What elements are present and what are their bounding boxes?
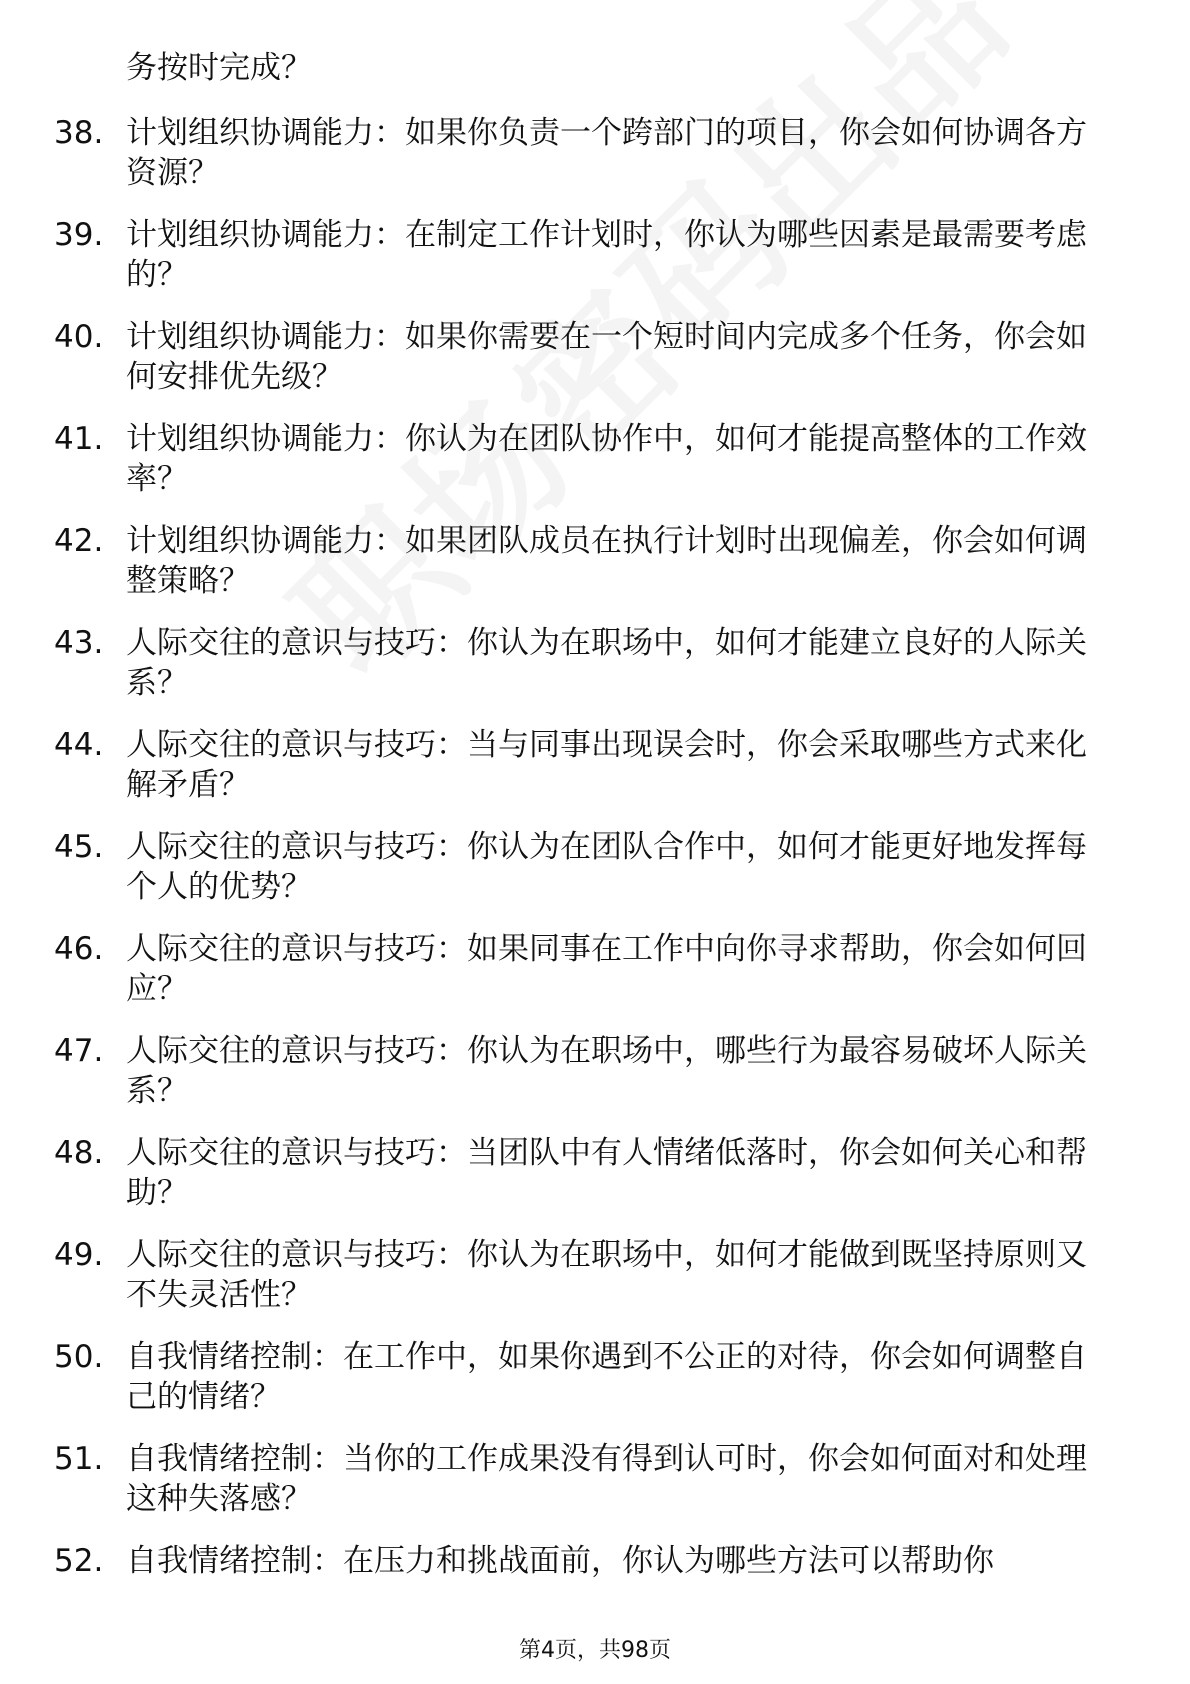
question-text: 人际交往的意识与技巧：你认为在职场中，如何才能做到既坚持原则又不失灵活性？ [126,1237,1087,1313]
list-item [0,317,1190,397]
list-item [0,827,1190,907]
question-number: 49. [54,1237,104,1273]
question-number: 45. [54,829,104,865]
question-number: 41. [54,421,104,457]
question-number: 50. [54,1339,104,1375]
question-number: 48. [54,1135,104,1171]
page-footer: 第4页，共98页 [519,1638,671,1663]
continued-question-text: 务按时完成？ [126,50,312,86]
list-item [0,1235,1190,1315]
question-text: 人际交往的意识与技巧：你认为在团队合作中，如何才能更好地发挥每个人的优势？ [126,829,1087,905]
list-item [0,1541,1190,1621]
list-item [0,521,1190,601]
list-item [0,623,1190,703]
list-item [0,1133,1190,1213]
list-item [0,1337,1190,1417]
question-list [0,113,1190,1643]
question-text: 计划组织协调能力：如果你需要在一个短时间内完成多个任务，你会如何安排优先级？ [126,319,1087,395]
question-text: 计划组织协调能力：你认为在团队协作中，如何才能提高整体的工作效率？ [126,421,1087,497]
question-text: 人际交往的意识与技巧：当团队中有人情绪低落时，你会如何关心和帮助？ [126,1135,1087,1211]
question-text: 自我情绪控制：在工作中，如果你遇到不公正的对待，你会如何调整自己的情绪？ [126,1339,1087,1415]
question-text: 计划组织协调能力：如果你负责一个跨部门的项目，你会如何协调各方资源？ [126,115,1087,191]
question-text: 人际交往的意识与技巧：当与同事出现误会时，你会采取哪些方式来化解矛盾？ [126,727,1087,803]
list-item [0,419,1190,499]
list-item [0,1439,1190,1519]
question-number: 44. [54,727,104,763]
question-text: 自我情绪控制：在压力和挑战面前，你认为哪些方法可以帮助你 [126,1543,994,1579]
list-item [0,929,1190,1009]
question-number: 40. [54,319,104,355]
question-number: 47. [54,1033,104,1069]
question-text: 计划组织协调能力：如果团队成员在执行计划时出现偏差，你会如何调整策略？ [126,523,1087,599]
question-number: 38. [54,115,104,151]
question-text: 计划组织协调能力：在制定工作计划时，你认为哪些因素是最需要考虑的？ [126,217,1087,293]
question-number: 42. [54,523,104,559]
question-text: 人际交往的意识与技巧：你认为在职场中，哪些行为最容易破坏人际关系？ [126,1033,1087,1109]
question-number: 39. [54,217,104,253]
question-text: 人际交往的意识与技巧：你认为在职场中，如何才能建立良好的人际关系？ [126,625,1087,701]
question-number: 46. [54,931,104,967]
list-item [0,113,1190,193]
list-item [0,1031,1190,1111]
list-item [0,215,1190,295]
question-number: 51. [54,1441,104,1477]
list-item [0,725,1190,805]
question-number: 52. [54,1543,104,1579]
question-text: 人际交往的意识与技巧：如果同事在工作中向你寻求帮助，你会如何回应？ [126,931,1087,1007]
question-number: 43. [54,625,104,661]
question-text: 自我情绪控制：当你的工作成果没有得到认可时，你会如何面对和处理这种失落感？ [126,1441,1087,1517]
